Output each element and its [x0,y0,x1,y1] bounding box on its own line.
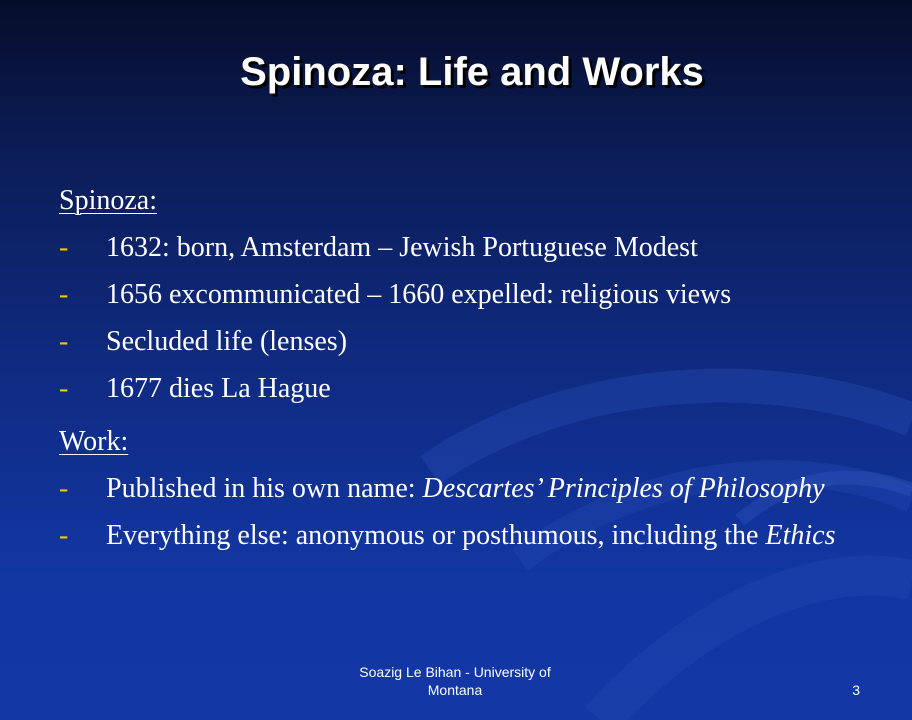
work-item-ethics-title: Ethics [765,520,836,551]
bullet-dash: - [59,473,69,504]
list-item [59,323,851,360]
bullet-dash: - [59,373,69,404]
bullet-dash: - [59,520,69,551]
list-item [59,370,851,407]
life-item-born: 1632: born, Amsterdam – Jewish Portuguese Modest [106,232,698,263]
work-item-published-title: Descartes’ Principles of Philosophy [422,473,825,504]
list-item [59,517,851,554]
work-item-published-prefix: Published in his own name: [106,473,423,504]
life-item-dies: 1677 dies La Hague [106,373,331,404]
slide-title: Spinoza: Life and Works [240,50,704,94]
list-item [59,229,851,266]
footer-author-line2: Montana [427,682,483,698]
list-item [59,276,851,313]
life-item-secluded: Secluded life (lenses) [106,326,348,357]
work-item-everything-else-prefix: Everything else: anonymous or posthumous, including the [106,520,766,551]
bullet-dash: - [59,279,69,310]
slide-content [59,182,851,554]
bullet-dash: - [59,232,69,263]
life-item-excommunicated: 1656 excommunicated – 1660 expelled: religious views [106,279,732,310]
footer-author [316,663,594,699]
work-heading: Work: [59,426,129,457]
list-item [59,470,851,507]
work-item-everything-else [106,517,851,554]
work-item-published [106,470,851,507]
footer-author-line1: Soazig Le Bihan - University of [359,664,551,680]
bullet-dash: - [59,326,69,357]
life-heading: Spinoza: [59,185,157,216]
page-number: 3 [852,682,860,698]
